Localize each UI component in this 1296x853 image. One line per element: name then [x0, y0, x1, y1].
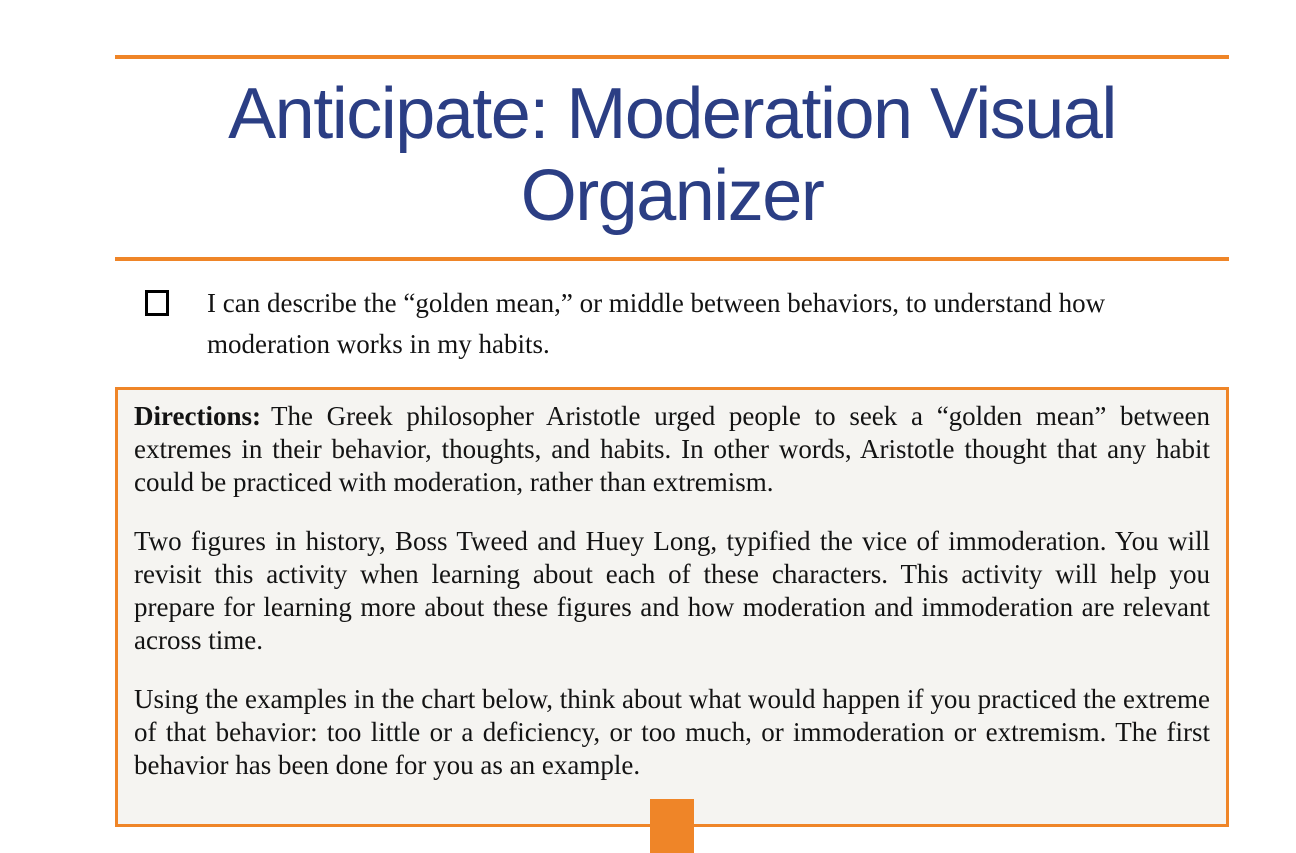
- learning-objective-row: [115, 283, 1229, 365]
- worksheet-page: [115, 0, 1229, 827]
- directions-paragraph-text: The Greek philosopher Aristotle urged people to seek a “golden mean” between extremes in their behavior, thoughts, and habits. In other words, Aristotle thought that any habit could be practiced with moderation, rather than extremism.: [134, 401, 1210, 497]
- orange-tab-square: [650, 799, 694, 853]
- directions-paragraph: Two figures in history, Boss Tweed and Huey Long, typified the vice of immoderation. You will revisit this activity when learning about each of these characters. This activity will help you prepare for learning more about these figures and how moderation and immoderation are relevant across time.: [134, 526, 1210, 655]
- objective-text: I can describe the “golden mean,” or middle between behaviors, to understand how moderation works in my habits.: [207, 288, 1106, 359]
- directions-paragraph: [134, 400, 1210, 499]
- directions-label: Directions:: [134, 401, 261, 431]
- top-divider-rule: [115, 55, 1229, 59]
- page-title: Anticipate: Moderation Visual Organizer: [228, 74, 1116, 236]
- directions-box: [115, 387, 1229, 827]
- directions-paragraph: Using the examples in the chart below, think about what would happen if you practiced the extreme of that behavior: too little or a deficiency, or too much, or immoderation or extremism. The first behavior has been done for you as an example.: [134, 684, 1210, 780]
- title-bottom-divider-rule: [115, 257, 1229, 261]
- objective-checkbox[interactable]: [145, 290, 169, 316]
